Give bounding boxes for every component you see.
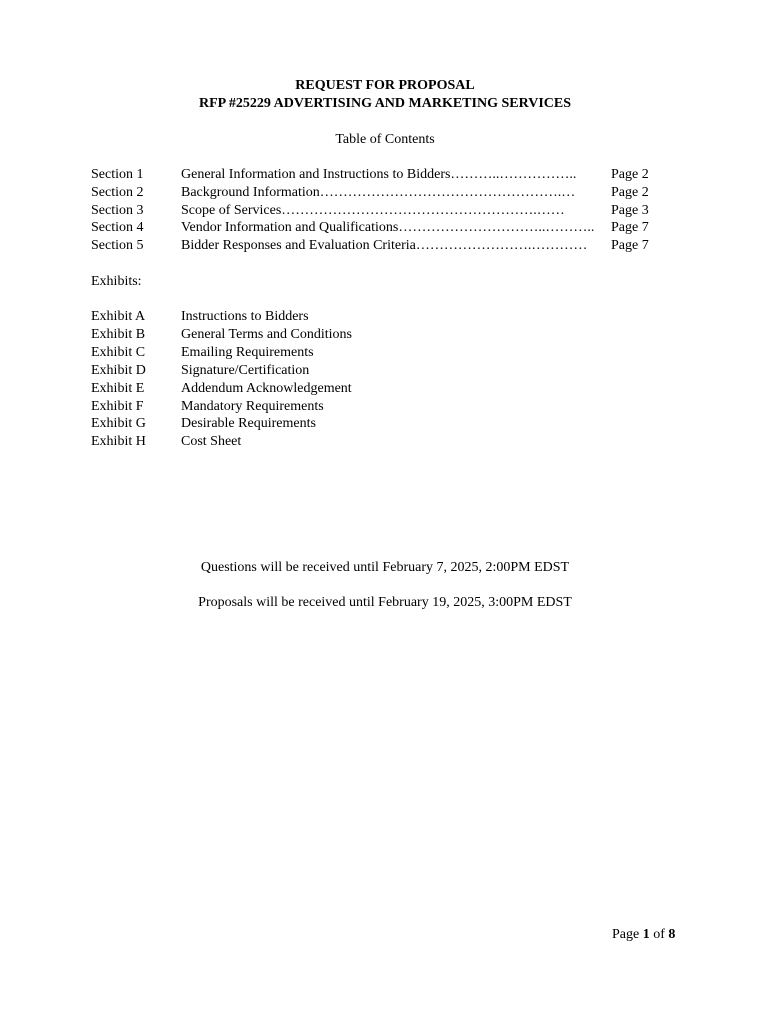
toc-row <box>0 184 770 202</box>
page-word: Page <box>612 927 640 942</box>
toc-heading: Table of Contents <box>335 132 435 147</box>
exhibit-row <box>0 362 770 380</box>
exhibit-title: Mandatory Requirements <box>181 399 324 414</box>
exhibit-row <box>0 380 770 398</box>
exhibit-title: General Terms and Conditions <box>181 327 353 342</box>
toc-section-page: Page 7 <box>611 238 649 253</box>
toc-section-page: Page 3 <box>611 203 649 218</box>
toc-section-label: Section 2 <box>91 185 144 200</box>
exhibit-label: Exhibit E <box>91 381 145 396</box>
exhibit-title: Addendum Acknowledgement <box>181 381 352 396</box>
toc-section-title: Background Information…………………………………………….… <box>181 185 576 200</box>
of-word: of <box>653 927 665 942</box>
page-current: 1 <box>642 927 650 942</box>
exhibit-row <box>0 398 770 416</box>
exhibit-title: Cost Sheet <box>181 434 242 449</box>
toc-section-page: Page 7 <box>611 220 649 235</box>
toc-section-label: Section 4 <box>91 220 144 235</box>
toc-row <box>0 166 770 184</box>
exhibit-label: Exhibit C <box>91 345 146 360</box>
exhibit-row <box>0 344 770 362</box>
document-subtitle: RFP #25229 ADVERTISING AND MARKETING SERVICES <box>198 96 572 111</box>
page-total: 8 <box>668 927 676 942</box>
proposals-deadline: Proposals will be received until February 19, 2025, 3:00PM EDST <box>198 595 572 610</box>
exhibit-label: Exhibit F <box>91 399 144 414</box>
exhibit-label: Exhibit A <box>91 309 146 324</box>
toc-section-page: Page 2 <box>611 167 649 182</box>
questions-deadline: Questions will be received until February 7, 2025, 2:00PM EDST <box>200 560 570 575</box>
exhibit-row <box>0 433 770 451</box>
toc-section-label: Section 5 <box>91 238 144 253</box>
toc-section-title: General Information and Instructions to Bidders………..…………….. <box>181 167 577 182</box>
exhibits-heading: Exhibits: <box>91 274 142 289</box>
exhibit-label: Exhibit G <box>91 416 146 431</box>
exhibit-row <box>0 308 770 326</box>
exhibit-title: Emailing Requirements <box>181 345 314 360</box>
exhibit-label: Exhibit H <box>91 434 146 449</box>
toc-section-label: Section 1 <box>91 167 144 182</box>
exhibit-title: Signature/Certification <box>181 363 310 378</box>
exhibit-label: Exhibit D <box>91 363 146 378</box>
exhibit-label: Exhibit B <box>91 327 146 342</box>
exhibit-title: Desirable Requirements <box>181 416 316 431</box>
toc-row <box>0 237 770 255</box>
toc-section-title: Vendor Information and Qualifications…………………………..……….. <box>181 220 595 235</box>
toc-section-title: Bidder Responses and Evaluation Criteria…………………….………… <box>181 238 588 253</box>
page-number <box>612 926 675 944</box>
toc-section-title: Scope of Services……………………………………………….…… <box>181 203 565 218</box>
toc-section-page: Page 2 <box>611 185 649 200</box>
document-title: REQUEST FOR PROPOSAL <box>295 78 475 93</box>
exhibit-row <box>0 415 770 433</box>
toc-row <box>0 202 770 220</box>
toc-row <box>0 219 770 237</box>
exhibit-title: Instructions to Bidders <box>181 309 309 324</box>
exhibit-row <box>0 326 770 344</box>
toc-section-label: Section 3 <box>91 203 144 218</box>
